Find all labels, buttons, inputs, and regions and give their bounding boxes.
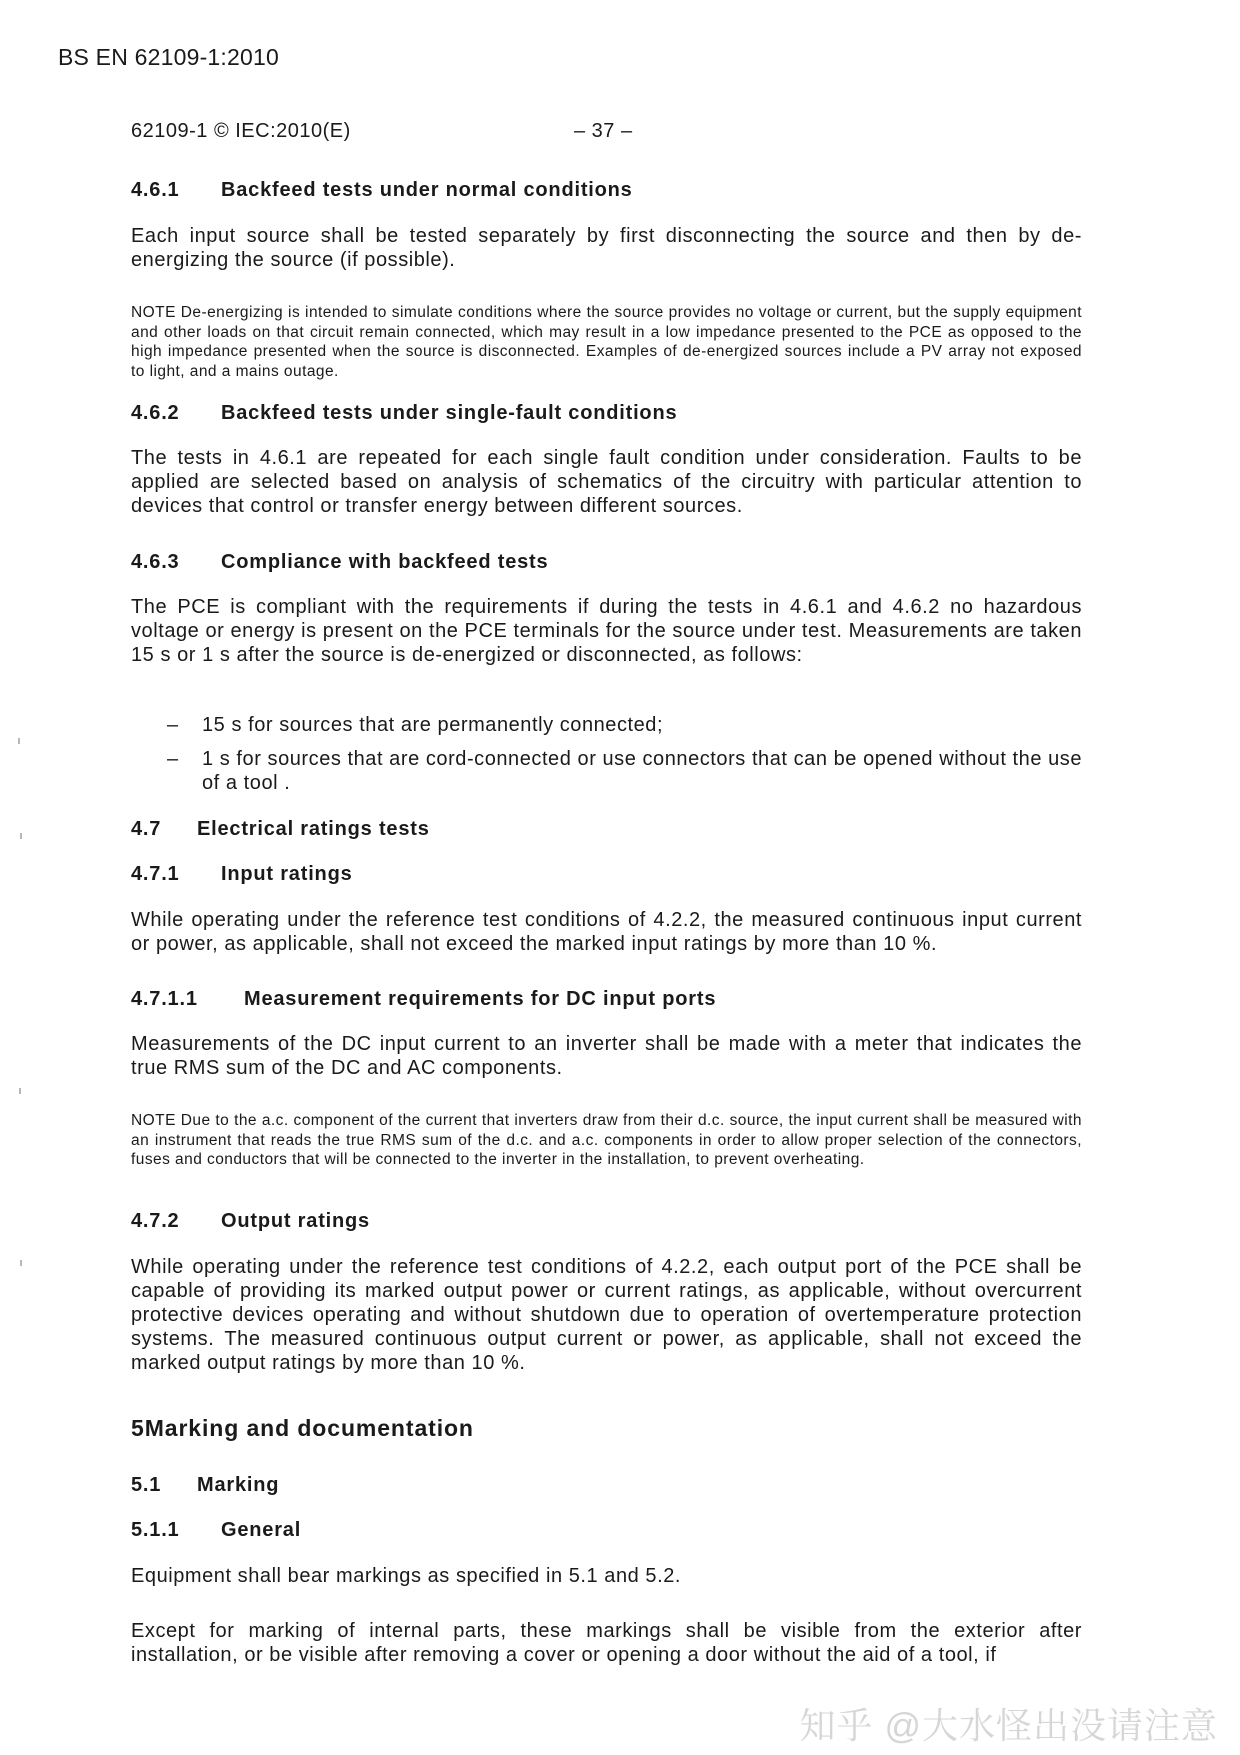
list-item [131, 747, 1082, 795]
paragraph-5-1-1-b: Except for marking of internal parts, these markings shall be visible from the exterior after installation, or be visible after removing a cover or opening a door without the aid of a tool, if [131, 1620, 1082, 1666]
heading-4-7-1-1 [131, 988, 716, 1011]
paragraph-4-6-2: The tests in 4.6.1 are repeated for each single fault condition under consideration. Faults to be applied are selected based on analysis of schematics of the circuitry with particular attention to devices that control or transfer energy between different sources. [131, 447, 1082, 517]
scan-mark [20, 1260, 22, 1266]
standard-designation: BS EN 62109-1:2010 [58, 44, 279, 70]
heading-number: 4.7.2 [131, 1210, 180, 1232]
heading-number: 5.1.1 [131, 1519, 180, 1541]
heading-number: 4.7.1 [131, 863, 180, 885]
heading-5-1-1 [131, 1519, 301, 1542]
list-dash: – [167, 714, 179, 736]
heading-4-6-3 [131, 551, 548, 574]
heading-title: Measurement requirements for DC input ports [244, 988, 717, 1010]
heading-number: 4.7 [131, 818, 162, 840]
heading-number: 4.6.2 [131, 402, 180, 424]
list-item [131, 713, 1082, 737]
heading-number: 4.7.1.1 [131, 988, 198, 1010]
heading-title: Electrical ratings tests [197, 818, 430, 840]
paragraph-5-1-1-a: Equipment shall bear markings as specified in 5.1 and 5.2. [131, 1565, 681, 1587]
heading-title: Backfeed tests under single-fault conditions [221, 402, 678, 424]
heading-4-6-2 [131, 402, 677, 425]
scan-mark [19, 1088, 21, 1094]
list-text: 1 s for sources that are cord-connected or use connectors that can be opened without the use of a tool . [202, 748, 1082, 794]
heading-title: Compliance with backfeed tests [221, 551, 549, 573]
heading-title: Backfeed tests under normal conditions [221, 179, 633, 201]
heading-4-6-1 [131, 179, 633, 202]
heading-number: 4.6.1 [131, 179, 180, 201]
heading-5 [131, 1415, 474, 1442]
heading-number: 5 [131, 1415, 145, 1441]
scan-mark [18, 738, 20, 744]
paragraph-4-7-2: While operating under the reference test conditions of 4.2.2, each output port of the PCE shall be capable of providing its marked output power or current ratings, as applicable, without overcurrent protective devices operating and without shutdown due to operation of overtemperature protection systems. The measured continuous output current or power, as applicable, shall not exceed the marked output ratings by more than 10 %. [131, 1256, 1082, 1374]
scan-mark [20, 833, 22, 839]
heading-title: Marking [197, 1474, 280, 1496]
heading-4-7-2 [131, 1210, 370, 1233]
heading-5-1 [131, 1474, 279, 1497]
paragraph-4-7-1: While operating under the reference test conditions of 4.2.2, the measured continuous input current or power, as applicable, shall not exceed the marked input ratings by more than 10 %. [131, 909, 1082, 955]
heading-4-7 [131, 818, 430, 841]
paragraph-4-7-1-1: Measurements of the DC input current to an inverter shall be made with a meter that indicates the true RMS sum of the DC and AC components. [131, 1033, 1082, 1079]
heading-title: Output ratings [221, 1210, 370, 1232]
paragraph-4-6-3: The PCE is compliant with the requirements if during the tests in 4.6.1 and 4.6.2 no hazardous voltage or energy is present on the PCE terminals for the source under test. Measurements are taken 15 s or 1 s after the source is de-energized or disconnected, as follows: [131, 596, 1082, 666]
page-number: – 37 – [574, 120, 633, 142]
heading-number: 5.1 [131, 1474, 162, 1496]
running-header-left: 62109-1 © IEC:2010(E) [131, 120, 351, 142]
note-4-6-1: NOTE De-energizing is intended to simulate conditions where the source provides no voltage or current, but the supply equipment and other loads on that circuit remain connected, which may result in a low impedance presented to the PCE as opposed to the high impedance presented when the source is disconnected. Examples of de-energized sources include a PV array not exposed to light, and a mains outage. [131, 304, 1082, 380]
list-text: 15 s for sources that are permanently connected; [202, 714, 664, 736]
heading-4-7-1 [131, 863, 353, 886]
watermark-text: 知乎 @大水怪出没请注意 [799, 1705, 1218, 1746]
heading-title: Marking and documentation [144, 1415, 474, 1441]
note-4-7-1-1: NOTE Due to the a.c. component of the current that inverters draw from their d.c. source, the input current shall be measured with an instrument that reads the true RMS sum of the d.c. and a.c. components in order to allow proper selection of the connectors, fuses and conductors that will be connected to the inverter in the installation, to prevent overheating. [131, 1112, 1082, 1168]
list-dash: – [167, 748, 179, 770]
heading-title: General [221, 1519, 302, 1541]
heading-number: 4.6.3 [131, 551, 180, 573]
heading-title: Input ratings [221, 863, 353, 885]
paragraph-4-6-1: Each input source shall be tested separately by first disconnecting the source and then by de-energizing the source (if possible). [131, 225, 1082, 271]
